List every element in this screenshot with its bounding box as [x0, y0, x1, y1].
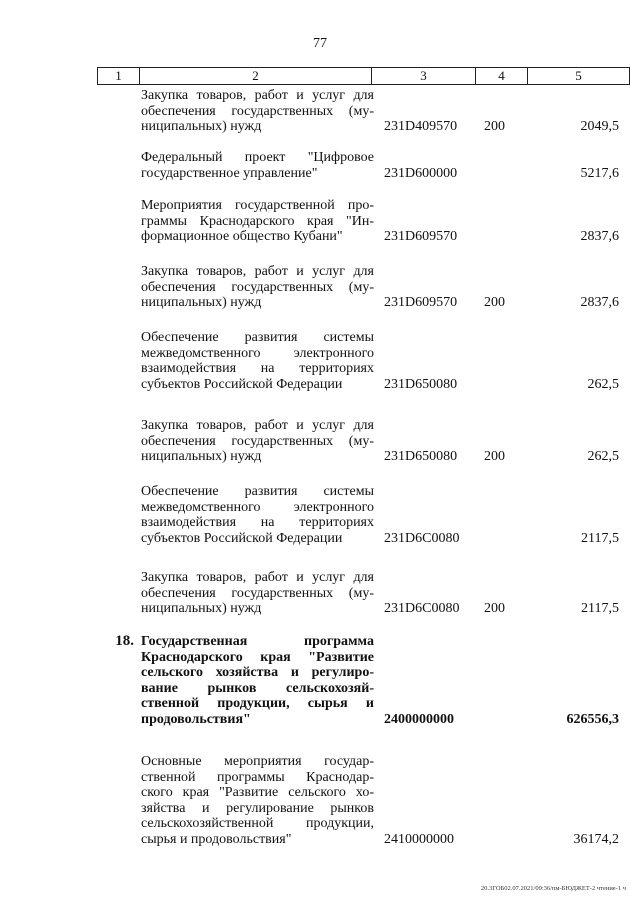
row-description — [141, 264, 374, 311]
row-description — [141, 754, 374, 847]
description-line: взаимодействия на территориях — [141, 515, 374, 530]
row-amount: 36174,2 — [573, 831, 619, 847]
description-line: Мероприятия государственной про- — [141, 198, 374, 213]
row-expense-type: 200 — [484, 295, 505, 310]
row-code: 231D609570 — [384, 229, 458, 244]
description-line: Закупка товаров, работ и услуг для — [141, 570, 374, 585]
description-line: Федеральный проект "Цифровое — [141, 150, 374, 165]
row-number: 18. — [115, 633, 134, 649]
header-col-5: 5 — [575, 68, 582, 83]
description-line: государственное управление" — [141, 165, 318, 181]
description-line: обеспечения государственных (му- — [141, 103, 374, 119]
description-line: Краснодарского края "Развитие — [141, 649, 374, 665]
description-line: сельскохозяйственной продукции, — [141, 816, 374, 831]
row-description — [141, 634, 374, 727]
description-line: Закупка товаров, работ и услуг для — [141, 264, 374, 279]
row-description — [141, 88, 374, 135]
row-amount: 2117,5 — [581, 530, 619, 546]
description-line: Закупка товаров, работ и услуг для — [141, 88, 374, 103]
row-code: 231D650080 — [384, 376, 458, 392]
row-description — [141, 484, 374, 546]
header-col-2: 2 — [140, 68, 372, 84]
description-line: сельского хозяйства и регулиро- — [141, 665, 374, 680]
description-line: граммы Краснодарского края "Ин- — [141, 213, 374, 229]
description-line: субъектов Российской Федерации — [141, 376, 343, 392]
description-line: Государственная программа — [141, 634, 374, 649]
description-line: продовольствия" — [141, 711, 251, 727]
row-expense-type: 200 — [484, 449, 505, 464]
row-description — [141, 418, 374, 465]
page-number: 77 — [313, 36, 327, 51]
description-line: сырья и продовольствия" — [141, 831, 292, 847]
row-expense-type: 200 — [484, 119, 505, 134]
description-line: обеспечения государственных (му- — [141, 279, 374, 295]
row-amount: 262,5 — [587, 376, 619, 392]
description-line: ниципальных) нужд — [141, 449, 262, 464]
description-line: формационное общество Кубани" — [141, 229, 343, 244]
description-line: межведомственного электронного — [141, 345, 374, 361]
description-line: ниципальных) нужд — [141, 295, 262, 310]
row-amount: 2049,5 — [580, 119, 619, 134]
table-header — [97, 67, 630, 85]
row-amount: 5217,6 — [580, 165, 619, 181]
row-description — [141, 150, 374, 181]
row-code: 231D409570 — [384, 119, 458, 134]
description-line: ского края "Развитие сельского хо- — [141, 785, 374, 800]
row-description — [141, 330, 374, 392]
description-line: Обеспечение развития системы — [141, 484, 374, 499]
description-line: Основные мероприятия государ- — [141, 754, 374, 769]
header-col-1: 1 — [98, 68, 140, 84]
description-line: ниципальных) нужд — [141, 601, 262, 616]
footer-stamp: 20.3ГОБ02.07.2021/09:36/пм-БЮДЖЕТ-2 чтение-1 ч — [480, 885, 626, 892]
description-line: ственной продукции, сырья и — [141, 696, 374, 711]
row-code: 231D650080 — [384, 449, 458, 464]
row-code: 2400000000 — [384, 711, 454, 727]
row-amount: 626556,3 — [566, 711, 619, 727]
description-line: ственной программы Краснодар- — [141, 769, 374, 785]
row-amount: 2837,6 — [580, 229, 619, 244]
description-line: обеспечения государственных (му- — [141, 433, 374, 449]
description-line: ниципальных) нужд — [141, 119, 262, 134]
row-expense-type: 200 — [484, 601, 505, 616]
description-line: Закупка товаров, работ и услуг для — [141, 418, 374, 433]
description-line: зяйства и регулирование рынков — [141, 800, 374, 816]
row-description — [141, 570, 374, 617]
row-code: 231D6C0080 — [384, 530, 460, 546]
description-line: взаимодействия на территориях — [141, 361, 374, 376]
row-code: 231D600000 — [384, 165, 458, 181]
header-col-4: 4 — [476, 68, 528, 84]
description-line: межведомственного электронного — [141, 499, 374, 515]
row-amount: 2117,5 — [581, 601, 619, 616]
header-col-3: 3 — [372, 68, 476, 84]
row-amount: 262,5 — [587, 449, 619, 464]
description-line: обеспечения государственных (му- — [141, 585, 374, 601]
row-description — [141, 198, 374, 245]
description-line: вание рынков сельскохозяй- — [141, 680, 374, 696]
description-line: Обеспечение развития системы — [141, 330, 374, 345]
row-code: 2410000000 — [384, 831, 454, 847]
row-code: 231D6C0080 — [384, 601, 460, 616]
row-code: 231D609570 — [384, 295, 458, 310]
description-line: субъектов Российской Федерации — [141, 530, 343, 546]
row-amount: 2837,6 — [580, 295, 619, 310]
